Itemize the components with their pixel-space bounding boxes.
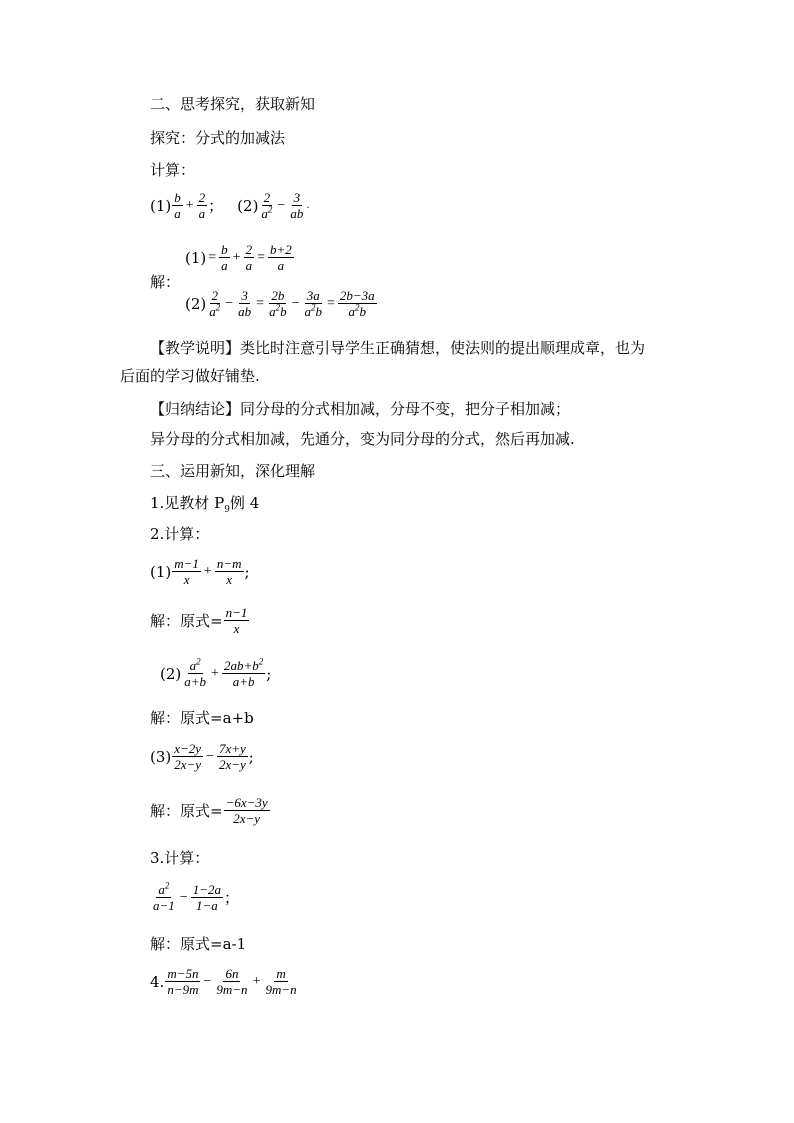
fraction: $\frac{m}{9m-n}$ — [265, 966, 297, 997]
p2-label: (2) — [237, 196, 259, 215]
fraction: $\frac{2}{a^2}$ — [209, 288, 221, 319]
fraction: $\frac{3a}{a^2b}$ — [304, 288, 322, 319]
fraction: $\frac{m-5n}{n-9m}$ — [167, 966, 199, 997]
item1-suffix: 例 4 — [229, 494, 260, 512]
operator: + — [252, 973, 261, 989]
a3-label: 解：原式= — [150, 802, 223, 820]
fraction: $\frac{2}{a^2}$ — [261, 190, 273, 221]
fraction: $\frac{-6x-3y}{2x-y}$ — [225, 795, 268, 826]
fraction: $\frac{a^2}{a+b}$ — [184, 656, 207, 689]
fraction: $\frac{3}{ab}$ — [238, 288, 252, 319]
a1-label: 解：原式= — [150, 612, 223, 630]
question-4 — [150, 882, 239, 913]
fraction: $\frac{2}{a}$ — [245, 242, 253, 273]
operator: − — [277, 197, 286, 213]
fraction: $\frac{2}{a}$ — [198, 190, 206, 221]
item1-sub: 9 — [224, 505, 230, 515]
fraction: $\frac{x-2y}{2x-y}$ — [174, 741, 202, 772]
teaching-note-line2: 后面的学习做好铺垫. — [120, 367, 260, 385]
question-1 — [150, 556, 250, 587]
punct: ； — [223, 889, 239, 907]
equals: = — [326, 295, 335, 311]
solution-1 — [185, 242, 295, 273]
explore-title: 探究：分式的加减法 — [150, 129, 286, 147]
fraction: $\frac{1-2a}{1-a}$ — [192, 882, 221, 913]
fraction: $\frac{2b-3a}{a^2b}$ — [339, 288, 375, 319]
operator: − — [225, 295, 234, 311]
sol1-label: (1) — [185, 248, 207, 267]
question-5 — [150, 966, 300, 997]
answer-1 — [150, 605, 250, 636]
fraction: $\frac{n-m}{x}$ — [216, 556, 242, 587]
teaching-note-line1 — [150, 338, 645, 358]
p1-label: (1) — [150, 196, 172, 215]
q5-label: 4. — [150, 972, 165, 991]
equals: = — [208, 249, 217, 265]
item1-prefix: 1.见教材 P — [150, 494, 225, 512]
operator: − — [179, 889, 188, 905]
conclusion-line2: 异分母的分式相加减，先通分，变为同分母的分式，然后再加减. — [150, 430, 575, 448]
answer-4: 解：原式=a-1 — [150, 935, 247, 953]
operator: + — [203, 563, 212, 579]
q3-label: (3) — [150, 747, 172, 766]
fraction: $\frac{b+2}{a}$ — [269, 242, 292, 273]
intro-problems — [150, 190, 310, 221]
equals: = — [256, 295, 265, 311]
punct: ; — [244, 562, 250, 581]
operator: + — [185, 197, 194, 213]
operator: − — [203, 973, 212, 989]
question-3 — [150, 741, 254, 772]
fraction: $\frac{b}{a}$ — [174, 190, 181, 221]
section2-title: 二、思考探究，获取新知 — [150, 95, 316, 113]
punct: ； — [208, 197, 224, 215]
fraction: $\frac{2b}{a^2b}$ — [269, 288, 287, 319]
conclusion-line1 — [150, 399, 570, 419]
q1-label: (1) — [150, 562, 172, 581]
teaching-note-bracket: 【教学说明】 — [150, 339, 241, 357]
operator: + — [211, 665, 219, 681]
question-2 — [160, 658, 271, 689]
fraction: $\frac{n-1}{x}$ — [225, 605, 248, 636]
punct: . — [306, 200, 310, 211]
operator: − — [291, 295, 300, 311]
conclusion-text1: 同分母的分式相加减，分母不变，把分子相加减； — [240, 400, 571, 418]
punct: ; — [266, 664, 272, 683]
fraction: $\frac{b}{a}$ — [221, 242, 228, 273]
equals: = — [257, 249, 265, 265]
fraction: $\frac{7x+y}{2x-y}$ — [218, 741, 246, 772]
operator: − — [206, 748, 214, 764]
conclusion-bracket: 【归纳结论】 — [150, 400, 241, 418]
operator: + — [232, 249, 241, 265]
item3-label: 3.计算： — [150, 849, 210, 867]
sol2-label: (2) — [185, 294, 207, 313]
q2-label: (2) — [160, 664, 182, 683]
teaching-note-text1: 类比时注意引导学生正确猜想，使法则的提出顺理成章，也为 — [240, 339, 646, 357]
solution-2 — [185, 288, 378, 319]
solution-label: 解： — [150, 273, 181, 291]
fraction: $\frac{2ab+b^2}{a+b}$ — [223, 656, 264, 689]
fraction: $\frac{a^2}{a-1}$ — [153, 880, 175, 913]
fraction: $\frac{m-1}{x}$ — [174, 556, 199, 587]
fraction: $\frac{6n}{9m-n}$ — [216, 966, 248, 997]
fraction: $\frac{3}{ab}$ — [290, 190, 304, 221]
item1 — [150, 493, 259, 513]
section3-title: 三、运用新知，深化理解 — [150, 462, 316, 480]
punct: ; — [248, 747, 254, 766]
answer-2: 解：原式=a+b — [150, 709, 254, 727]
compute-label: 计算： — [150, 161, 196, 179]
item2-label: 2.计算： — [150, 525, 210, 543]
answer-3 — [150, 795, 271, 826]
